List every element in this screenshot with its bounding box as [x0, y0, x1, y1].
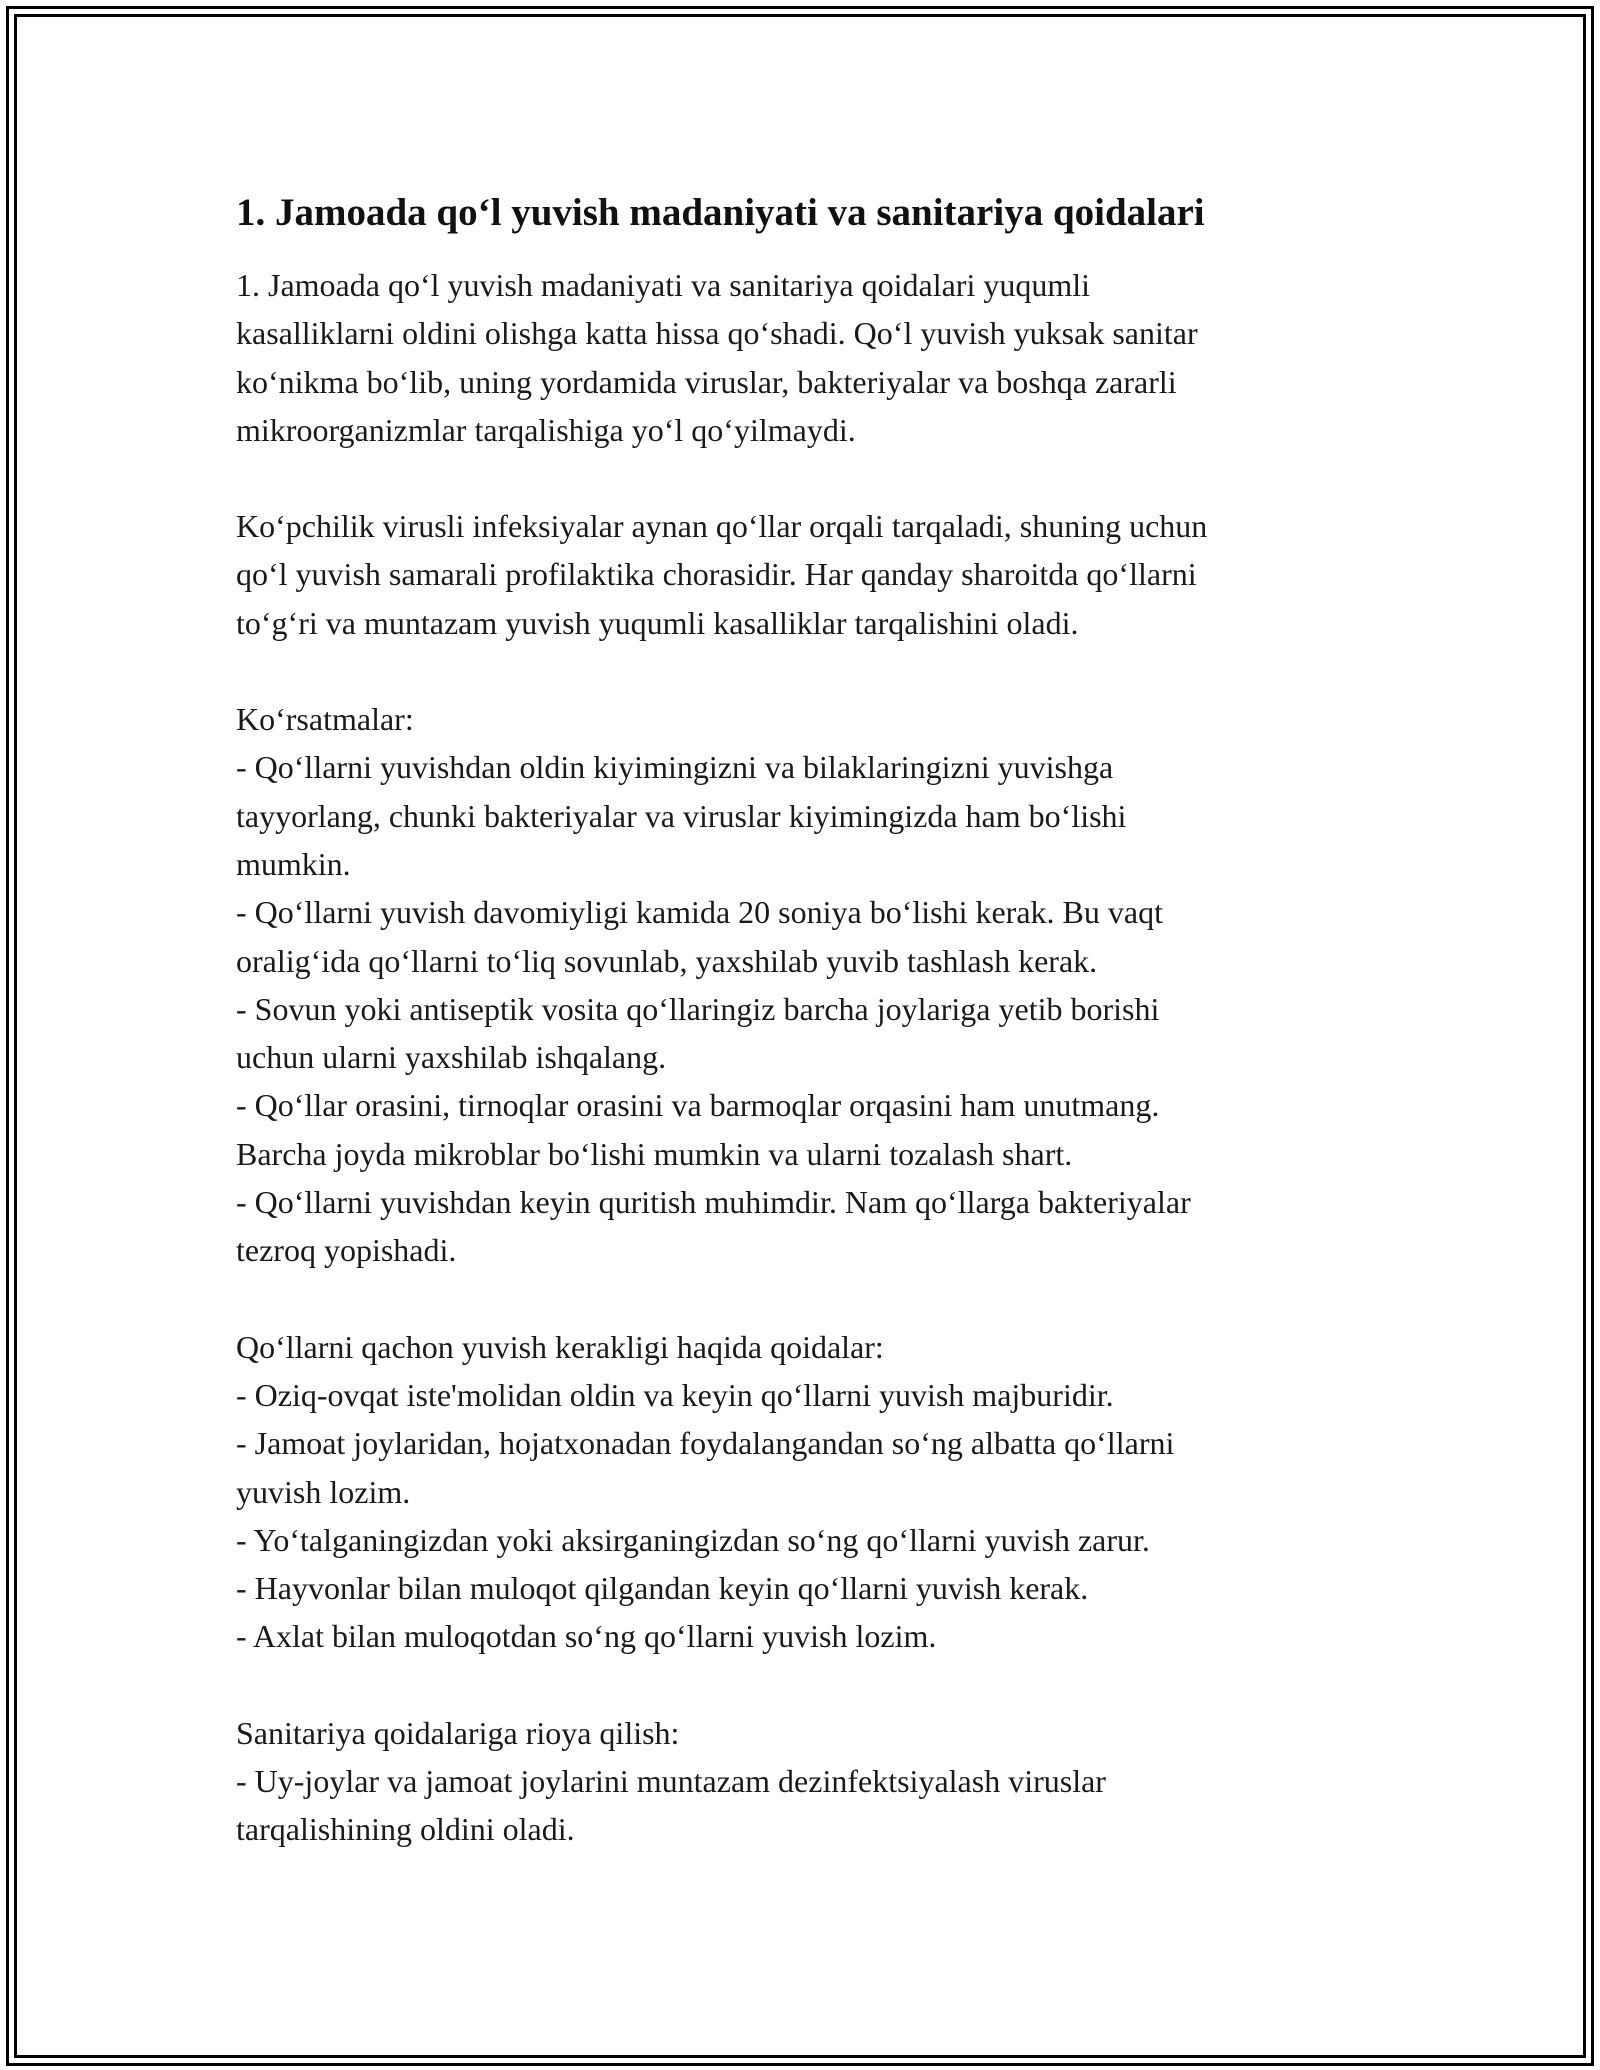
paragraph-gap — [236, 647, 1366, 695]
paragraph-gap — [236, 1275, 1366, 1323]
instructions-section: Ko‘rsatmalar: - Qo‘llarni yuvishdan oldin kiyimingizni va bilaklaringizni yuvishga tayyorlang, chunki bakteriyalar va viruslar kiyimingizda ham bo‘lishi mumkin. - Qo‘llarni yuvish davomiyligi kamida 20 soniya bo‘lishi kerak. Bu vaqt oralig‘ida qo‘llarni to‘liq sovunlab, yaxshilab yuvib tashlash kerak. - Sovun yoki antiseptik vosita qo‘llaringiz barcha joylariga yetib borishi uchun ularni yaxshilab ishqalang. - Qo‘llar orasini, tirnoqlar orasini va barmoqlar orqasini ham unutmang. Barcha joyda mikroblar bo‘lishi mumkin va ularni tozalash shart. - Qo‘llarni yuvishdan keyin quritish muhimdir. Nam qo‘llarga bakteriyalar tezroq yopishadi. — [236, 701, 1191, 1269]
document-title: 1. Jamoada qo‘l yuvish madaniyati va sanitariya qoidalari — [236, 191, 1205, 234]
sanitation-rules-section: Sanitariya qoidalariga rioya qilish: - Uy-joylar va jamoat joylarini muntazam dezinfektsiyalash viruslar tarqalishining oldini oladi. — [236, 1714, 1106, 1848]
paragraph-gap — [236, 454, 1366, 502]
paragraph-gap — [236, 1661, 1366, 1709]
document-body — [236, 185, 1366, 1854]
when-to-wash-section: Qo‘llarni qachon yuvish kerakligi haqida qoidalar: - Oziq-ovqat iste'molidan oldin va keyin qo‘llarni yuvish majburidir. - Jamoat joylaridan, hojatxonadan foydalangandan so‘ng albatta qo‘llarni yuvish lozim. - Yo‘talganingizdan yoki aksirganingizdan so‘ng qo‘llarni yuvish zarur. - Hayvonlar bilan muloqot qilgandan keyin qo‘llarni yuvish kerak. - Axlat bilan muloqotdan so‘ng qo‘llarni yuvish lozim. — [236, 1328, 1175, 1655]
intro-paragraph: 1. Jamoada qo‘l yuvish madaniyati va sanitariya qoidalari yuqumli kasalliklarni oldini olishga katta hissa qo‘shadi. Qo‘l yuvish yuksak sanitar ko‘nikma bo‘lib, uning yordamida viruslar, bakteriyalar va boshqa zararli mikroorganizmlar tarqalishiga yo‘l qo‘yilmaydi. — [236, 267, 1198, 448]
viral-infections-paragraph: Ko‘pchilik virusli infeksiyalar aynan qo‘llar orqali tarqaladi, shuning uchun qo‘l yuvish samarali profilaktika chorasidir. Har qanday sharoitda qo‘llarni to‘g‘ri va muntazam yuvish yuqumli kasalliklar tarqalishini oladi. — [236, 508, 1208, 641]
